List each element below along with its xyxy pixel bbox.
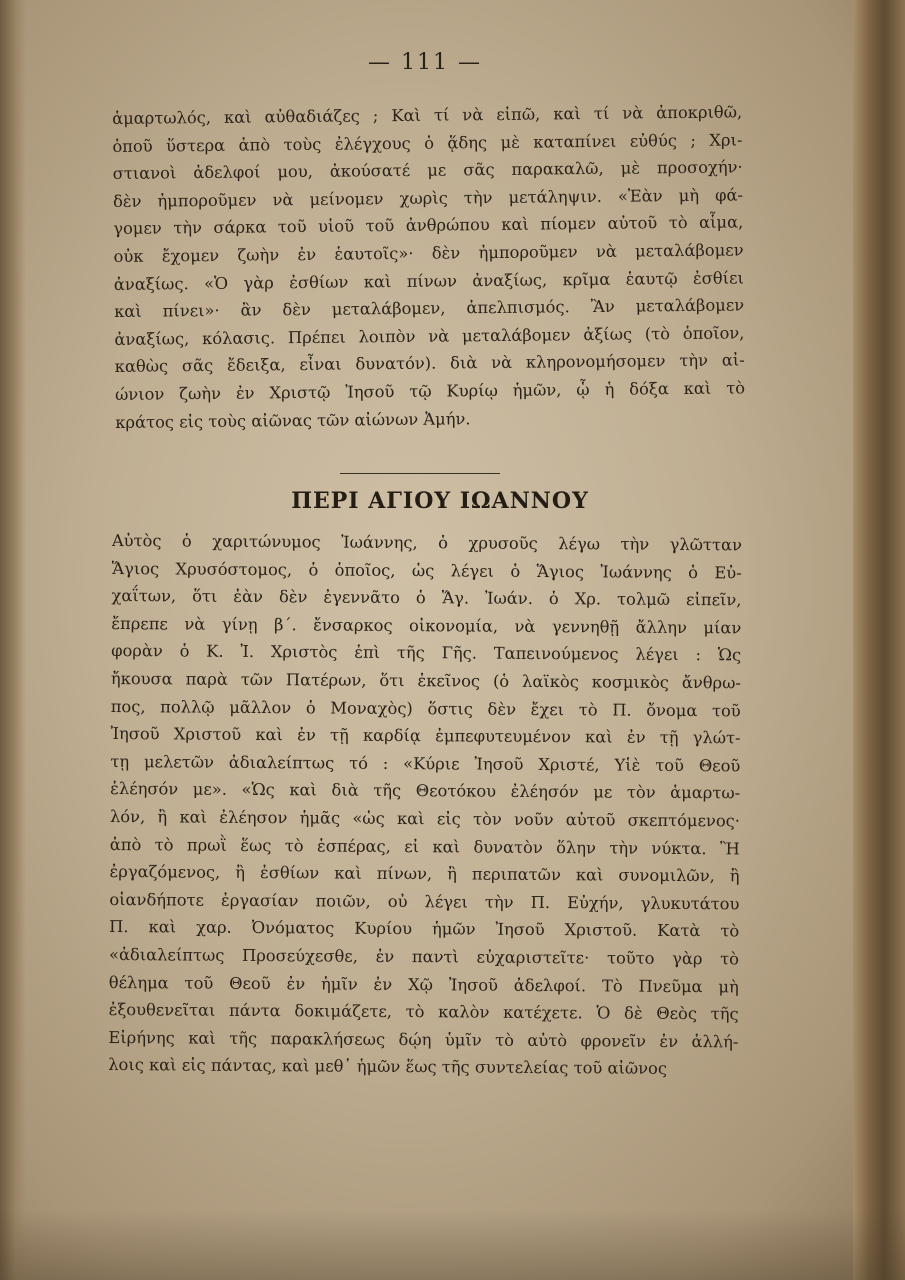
bottom-paragraph: [108, 527, 742, 1083]
text-line: «ἀδιαλείπτως Προσεύχεσθε, ἐν παντὶ εὐχαριστεῖτε· τοῦτο γὰρ τὸ: [108, 944, 740, 969]
text-line: ἀναξίως, κόλασις. Πρέπει λοιπὸν νὰ μεταλάβομεν ἀξίως (τὸ ὁποῖον,: [114, 323, 745, 349]
text-line: Αὐτὸς ὁ χαριτώνυμος Ἰωάννης, ὁ χρυσοῦς λέγω τὴν γλῶτταν: [111, 530, 742, 555]
text-line: καὶ πίνει»· ἂν δὲν μεταλάβομεν, ἀπελπισμός. Ἂν μεταλάβομεν: [114, 295, 745, 322]
text-line: ἀναξίως. «Ὁ γὰρ ἐσθίων καὶ πίνων ἀναξίως, κρῖμα ἑαυτῷ ἐσθίει: [113, 267, 744, 294]
text-line: ὁποῦ ὕστερα ἀπὸ τοὺς ἐλέγχους ὁ ᾅδης μὲ καταπίνει εὐθύς ; Χρι-: [112, 129, 743, 156]
text-line: λοις καὶ εἰς πάντας, καὶ μεθ᾿ ἡμῶν ἕως τῆς συντελείας τοῦ αἰῶνος: [108, 1055, 668, 1079]
text-line: στιανοὶ ἀδελφοί μου, ἀκούσατέ με σᾶς παρακαλῶ, μὲ προσοχήν·: [112, 157, 743, 184]
text-line: θέλημα τοῦ Θεοῦ ἐν ἡμῖν ἐν Χῷ Ἰησοῦ ἀδελφοί. Τὸ Πνεῦμα μὴ: [108, 972, 739, 996]
page-left-edge: [0, 0, 26, 1280]
top-paragraph: [112, 98, 745, 436]
page-bottom-shadow: [0, 1210, 905, 1280]
section-divider: [340, 473, 500, 474]
text-line: κράτος εἰς τοὺς αἰῶνας τῶν αἰώνων Ἀμήν.: [115, 408, 471, 432]
text-line: ἁμαρτωλός, καὶ αὐθαδιάζες ; Καὶ τί νὰ εἰπῶ, καὶ τί νὰ ἀποκριθῶ,: [112, 102, 743, 128]
text-line: Π. καὶ χαρ. Ὀνόματος Κυρίου ἡμῶν Ἰησοῦ Χριστοῦ. Κατὰ τὸ: [109, 917, 740, 941]
section-heading: ΠΕΡΙ ΑΓΙΟΥ ΙΩΑΝΝΟΥ: [291, 488, 589, 514]
text-line: πος, πολλῷ μᾶλλον ὁ Μοναχὸς) ὅστις δὲν ἔχει τὸ Π. ὄνομα τοῦ: [110, 696, 741, 720]
text-line: ἀπὸ τὸ πρωῒ ἕως τὸ ἑσπέρας, εἰ καὶ δυνατὸν ὅλην τὴν νύκτα. Ἢ: [109, 834, 740, 858]
text-line: καθὼς σᾶς ἔδειξα, εἶναι δυνατόν). διὰ νὰ κληρονομήσομεν τὴν αἰ-: [114, 350, 745, 377]
text-line: ἐλέησόν με». «Ὡς καὶ διὰ τῆς Θεοτόκου ἐλέησόν με τὸν ἁμαρτω-: [110, 779, 741, 803]
text-line: γομεν τὴν σάρκα τοῦ υἱοῦ τοῦ ἀνθρώπου καὶ πίομεν αὐτοῦ τὸ αἷμα,: [113, 212, 744, 239]
text-line: Εἰρήνης καὶ τῆς παρακλήσεως δῴη ὑμῖν τὸ αὐτὸ φρονεῖν ἐν ἀλλή-: [108, 1027, 739, 1052]
text-line: οἱανδήποτε ἐργασίαν ποιῶν, οὐ λέγει τὴν Π. Εὐχήν, γλυκυτάτου: [109, 889, 740, 914]
text-line: Ἰησοῦ Χριστοῦ καὶ ἐν τῇ καρδίᾳ ἐμπεφυτευμένον καὶ ἐν τῇ γλώτ-: [110, 724, 741, 748]
text-line: ἔπρεπε νὰ γίνῃ β΄. ἔνσαρκος οἰκονομία, νὰ γεννηθῇ ἄλλην μίαν: [111, 613, 742, 638]
text-line: ώνιον ζωὴν ἐν Χριστῷ Ἰησοῦ τῷ Κυρίῳ ἡμῶν, ᾧ ἡ δόξα καὶ τὸ: [114, 378, 746, 404]
text-line: δὲν ἠμποροῦμεν νὰ μείνομεν χωρὶς τὴν μετάληψιν. «Ἐὰν μὴ φά-: [112, 185, 744, 211]
page-number: — 111 —: [368, 50, 482, 75]
text-line: λόν, ἢ καὶ ἐλέησον ἡμᾶς «ὡς καὶ εἰς τὸν νοῦν αὐτοῦ σκεπτόμενος·: [109, 806, 741, 831]
text-line: οὐκ ἔχομεν ζωὴν ἐν ἑαυτοῖς»· δὲν ἠμποροῦμεν νὰ μεταλάβομεν: [113, 240, 744, 266]
text-line: φορὰν ὁ Κ. Ἰ. Χριστὸς ἐπὶ τῆς Γῆς. Ταπεινούμενος λέγει : Ὡς: [111, 641, 742, 665]
text-line: ἐξουθενεῖται πάντα δοκιμάζετε, τὸ καλὸν κατέχετε. Ὁ δὲ Θεὸς τῆς: [108, 1000, 739, 1024]
text-line: τῃ μελετῶν ἀδιαλείπτως τό : «Κύριε Ἰησοῦ Χριστέ, Υἱὲ τοῦ Θεοῦ: [110, 751, 741, 776]
text-line: χαΐτων, ὅτι ἐὰν δὲν ἐγεννᾶτο ὁ Ἅγ. Ἰωάν. ὁ Χρ. τολμῶ εἰπεῖν,: [111, 586, 742, 610]
text-line: ἤκουσα παρὰ τῶν Πατέρων, ὅτι ἐκεῖνος (ὁ λαϊκὸς κοσμικὸς ἄνθρω-: [110, 668, 741, 693]
book-spine: [853, 0, 905, 1280]
text-line: ἐργαζόμενος, ἢ ἐσθίων καὶ πίνων, ἢ περιπατῶν καὶ συνομιλῶν, ἢ: [109, 862, 740, 886]
text-line: Ἅγιος Χρυσόστομος, ὁ ὁποῖος, ὡς λέγει ὁ Ἅγιος Ἰωάννης ὁ Εὐ-: [111, 558, 742, 582]
